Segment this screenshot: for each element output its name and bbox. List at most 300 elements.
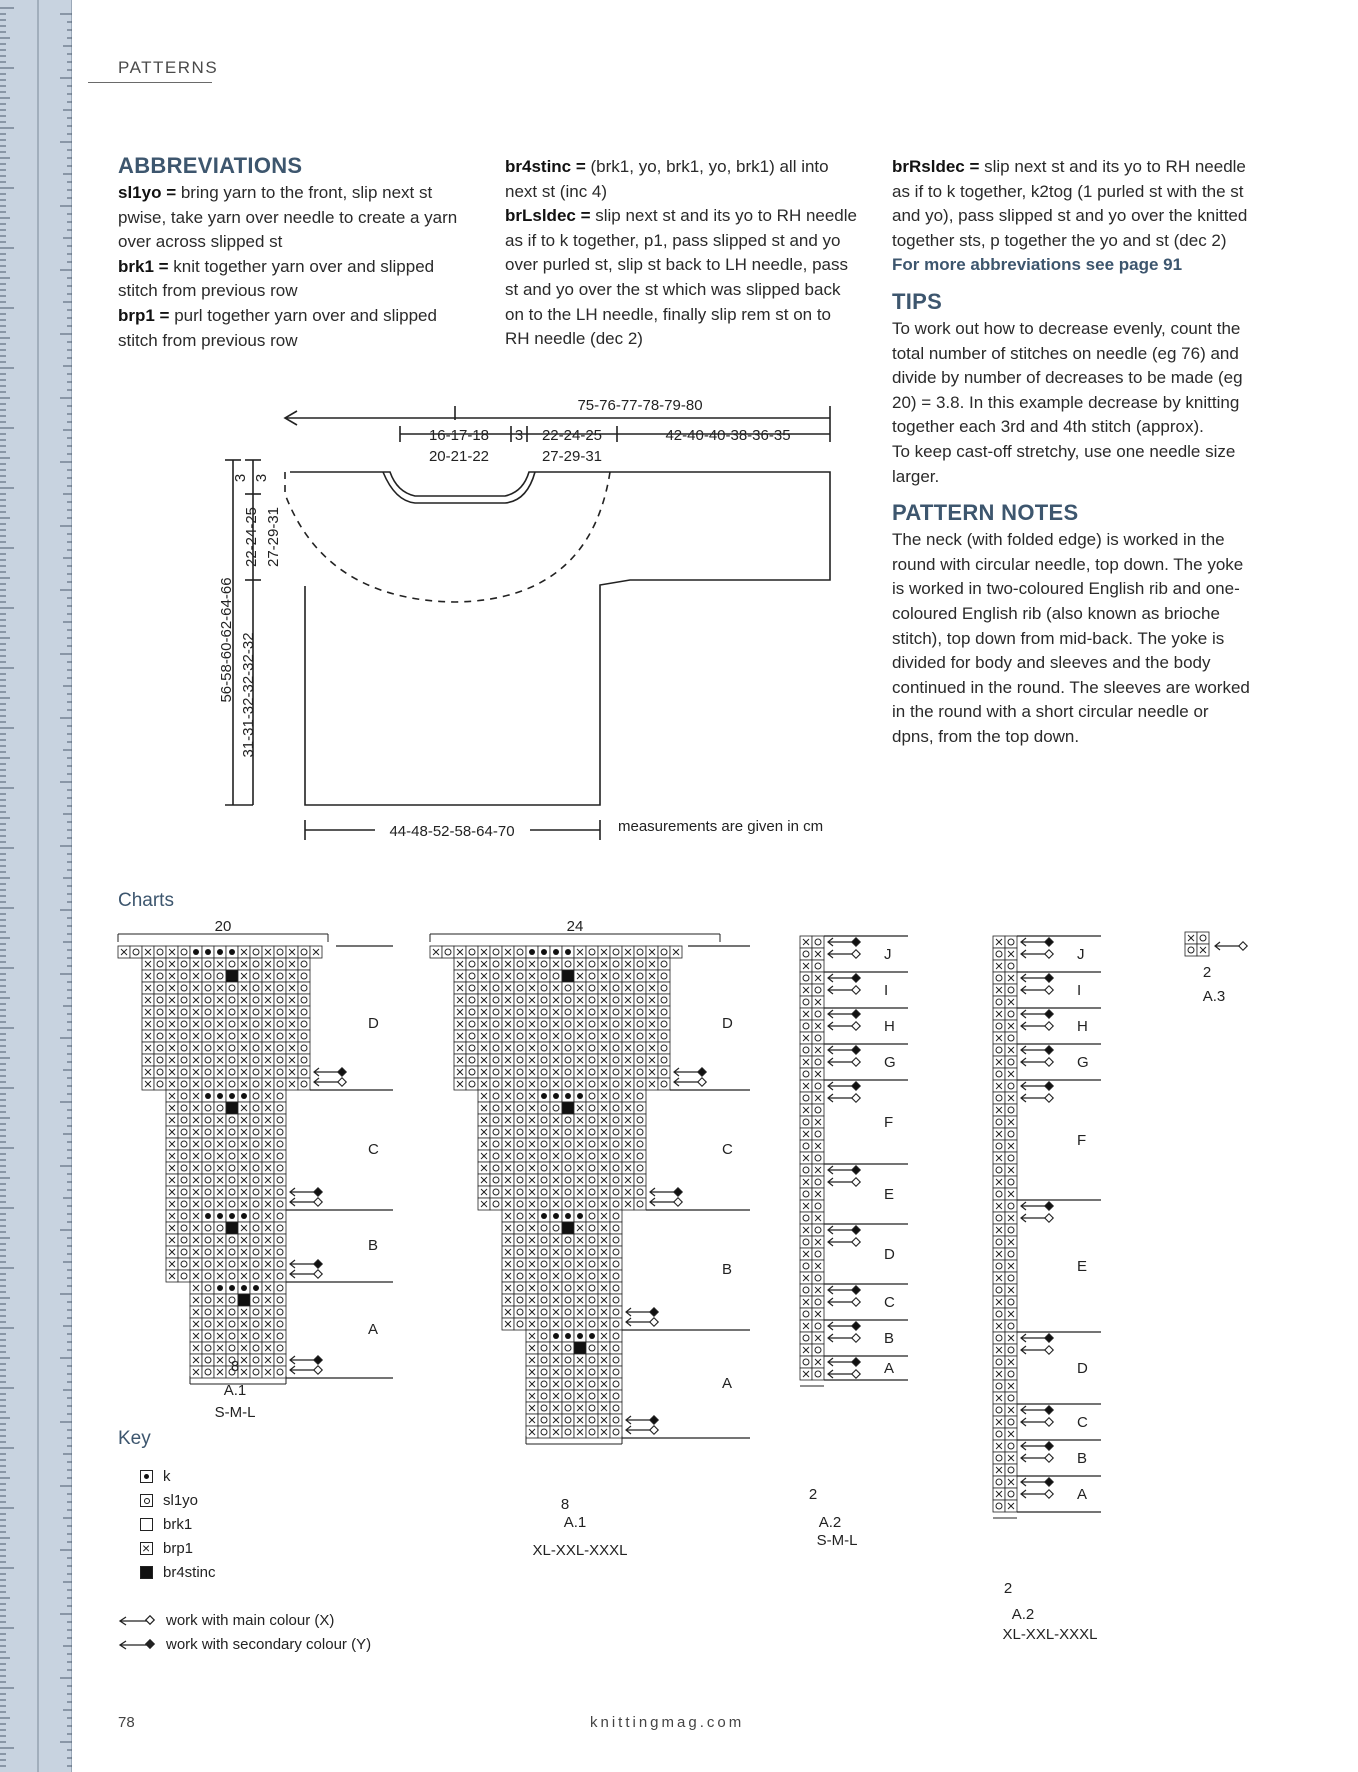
chart-cell — [598, 1330, 610, 1342]
chart-cell — [550, 1054, 562, 1066]
chart-cell — [238, 982, 250, 994]
chart-cell — [250, 1066, 262, 1078]
chart-cell — [238, 1222, 250, 1234]
chart-cell — [586, 1210, 598, 1222]
chart-cell — [586, 1090, 598, 1102]
chart-cell — [478, 946, 490, 958]
chart-cell — [574, 1414, 586, 1426]
chart-cell — [226, 1054, 238, 1066]
chart-section-label: A — [368, 1321, 379, 1338]
chart-cell — [166, 1090, 178, 1102]
chart-cell — [550, 1234, 562, 1246]
chart-cell — [166, 1234, 178, 1246]
chart-cell — [610, 1198, 622, 1210]
chart-cell — [490, 1066, 502, 1078]
chart-cell — [993, 1308, 1005, 1320]
chart-cell — [526, 1114, 538, 1126]
chart-cell — [166, 1030, 178, 1042]
chart-cell — [490, 1078, 502, 1090]
main-colour-arrow-icon — [828, 986, 860, 994]
chart-section-label: E — [884, 1186, 895, 1203]
chart-cell — [514, 1270, 526, 1282]
main-colour-arrow-icon — [1215, 942, 1247, 950]
chart-cell — [812, 936, 824, 948]
chart-cell — [598, 1102, 610, 1114]
main-colour-arrow-icon — [828, 1238, 860, 1246]
top-3a-label: 3 — [232, 473, 249, 483]
chart-cell — [1005, 1332, 1017, 1344]
chart-cell — [190, 1222, 202, 1234]
chart-cell — [574, 1126, 586, 1138]
chart-cell — [562, 1162, 574, 1174]
chart-cell — [598, 1054, 610, 1066]
chart-cell — [514, 1102, 526, 1114]
ruler-ticks — [0, 0, 72, 1772]
chart-cell — [550, 1090, 562, 1102]
main-colour-arrow-icon — [1021, 1022, 1053, 1030]
chart-cell — [466, 970, 478, 982]
chart-cell — [526, 970, 538, 982]
chart-cell — [514, 1282, 526, 1294]
chart-cell — [166, 1114, 178, 1126]
chart-cell — [574, 1390, 586, 1402]
chart-cell — [812, 1020, 824, 1032]
chart-cell — [274, 1198, 286, 1210]
chart-cell — [1005, 1368, 1017, 1380]
chart-cell — [550, 1414, 562, 1426]
chart-cell — [274, 1210, 286, 1222]
chart-a1-large-sizes: XL-XXL-XXXL — [532, 1542, 628, 1559]
main-colour-arrow-icon — [828, 1370, 860, 1378]
chart-cell — [610, 1102, 622, 1114]
chart-cell — [166, 1270, 178, 1282]
increase-symbol-icon — [140, 1566, 153, 1579]
section-rule — [88, 82, 212, 83]
chart-cell — [538, 1378, 550, 1390]
tips-text-2: To keep cast-off stretchy, use one needle size larger. — [892, 441, 1236, 486]
secondary-colour-arrow-icon — [314, 1068, 346, 1076]
chart-section-label: J — [884, 946, 892, 963]
chart-cell — [526, 1138, 538, 1150]
chart-cell — [514, 1294, 526, 1306]
chart-cell — [166, 1186, 178, 1198]
chart-cell — [202, 994, 214, 1006]
chart-cell — [993, 1392, 1005, 1404]
chart-cell — [812, 1104, 824, 1116]
chart-cell — [993, 1068, 1005, 1080]
chart-cell — [538, 1390, 550, 1402]
chart-section-label: E — [1077, 1258, 1088, 1275]
chart-cell — [658, 1030, 670, 1042]
chart-cell — [478, 982, 490, 994]
chart-cell — [298, 1006, 310, 1018]
secondary-colour-arrow-icon — [1021, 1202, 1053, 1210]
chart-cell — [610, 1402, 622, 1414]
chart-cell — [514, 970, 526, 982]
chart-cell — [526, 1342, 538, 1354]
chart-cell — [800, 1272, 812, 1284]
chart-cell — [538, 1162, 550, 1174]
chart-cell — [610, 1090, 622, 1102]
chart-cell — [538, 1294, 550, 1306]
chart-cell — [598, 1162, 610, 1174]
chart-cell — [634, 1186, 646, 1198]
chart-cell — [502, 1210, 514, 1222]
chart-cell — [250, 1090, 262, 1102]
chart-cell — [514, 1246, 526, 1258]
chart-cell — [238, 1138, 250, 1150]
chart-cell — [574, 946, 586, 958]
chart-cell — [166, 1162, 178, 1174]
chart-cell — [538, 1330, 550, 1342]
chart-cell — [812, 1320, 824, 1332]
chart-cell — [250, 1306, 262, 1318]
main-colour-arrow-icon — [828, 1298, 860, 1306]
chart-cell — [166, 1042, 178, 1054]
main-colour-arrow-icon — [1021, 1490, 1053, 1498]
chart-cell — [142, 1042, 154, 1054]
chart-cell — [298, 1054, 310, 1066]
chart-cell — [178, 970, 190, 982]
chart-a2-small-bottom: 2 — [808, 1486, 818, 1503]
secondary-colour-arrow-icon — [118, 1639, 156, 1651]
chart-cell — [514, 1174, 526, 1186]
chart-cell — [800, 1296, 812, 1308]
chart-cell — [514, 1126, 526, 1138]
chart-cell — [478, 1138, 490, 1150]
chart-cell — [610, 1306, 622, 1318]
chart-cell — [202, 982, 214, 994]
chart-cell — [274, 1114, 286, 1126]
chart-cell — [226, 1282, 238, 1294]
secondary-colour-arrow-icon — [828, 938, 860, 946]
chart-cell — [538, 1282, 550, 1294]
chart-cell — [562, 994, 574, 1006]
chart-section-label: A — [884, 1360, 895, 1377]
chart-cell — [250, 1198, 262, 1210]
chart-cell — [262, 1318, 274, 1330]
chart-cell — [993, 1332, 1005, 1344]
chart-cell — [202, 1030, 214, 1042]
chart-cell — [562, 1186, 574, 1198]
chart-cell — [586, 1066, 598, 1078]
main-colour-arrow-icon — [314, 1078, 346, 1086]
chart-cell — [550, 1306, 562, 1318]
main-colour-arrow-icon — [1021, 950, 1053, 958]
chart-cell — [800, 1344, 812, 1356]
chart-cell — [190, 1162, 202, 1174]
abbreviations-heading: ABBREVIATIONS — [118, 153, 303, 178]
abbr-entry: brRsldec = slip next st and its yo to RH needle as if to k together, k2tog (1 purled st with the st and yo), pass slipped st and yo over the knitted together sts, p together the yo and st (dec 2) — [892, 157, 1248, 250]
chart-cell — [502, 1174, 514, 1186]
chart-cell — [466, 994, 478, 1006]
chart-cell — [574, 1294, 586, 1306]
chart-cell — [646, 1078, 658, 1090]
chart-cell — [993, 936, 1005, 948]
chart-cell — [586, 1366, 598, 1378]
chart-cell — [658, 1018, 670, 1030]
chart-cell — [250, 1258, 262, 1270]
chart-cell — [800, 1068, 812, 1080]
chart-cell — [812, 1296, 824, 1308]
chart-cell — [610, 1414, 622, 1426]
chart-cell — [812, 1188, 824, 1200]
chart-cell — [562, 1402, 574, 1414]
abbreviations-column-3 — [892, 155, 1252, 749]
chart-cell — [610, 1258, 622, 1270]
secondary-colour-arrow-icon — [1021, 1442, 1053, 1450]
chart-cell — [490, 946, 502, 958]
body-length-label: 31-31-32-32-32-32 — [240, 632, 257, 758]
chart-cell — [298, 970, 310, 982]
chart-cell — [598, 1378, 610, 1390]
chart-cell — [274, 1318, 286, 1330]
chart-cell — [466, 958, 478, 970]
chart-cell — [800, 1140, 812, 1152]
chart-cell — [598, 1270, 610, 1282]
chart-cell — [226, 1294, 238, 1306]
chart-cell — [598, 1174, 610, 1186]
chart-cell — [286, 946, 298, 958]
chart-section-label: D — [884, 1246, 895, 1263]
chart-cell — [526, 1018, 538, 1030]
chart-cell — [466, 946, 478, 958]
chart-cell — [598, 958, 610, 970]
chart-cell — [646, 958, 658, 970]
chart-cell — [562, 1342, 574, 1354]
chart-section-label: A — [722, 1375, 733, 1392]
chart-cell — [166, 970, 178, 982]
chart-cell — [610, 1174, 622, 1186]
chart-cell — [658, 994, 670, 1006]
chart-cell — [586, 946, 598, 958]
chart-cell — [274, 1006, 286, 1018]
chart-cell — [502, 958, 514, 970]
chart-cell — [622, 1030, 634, 1042]
brioche-knit-symbol-icon — [140, 1518, 153, 1531]
chart-cell — [993, 1356, 1005, 1368]
chart-cell — [214, 1006, 226, 1018]
chart-cell — [800, 1104, 812, 1116]
chart-cell — [142, 1030, 154, 1042]
chart-cell — [586, 1078, 598, 1090]
chart-cell — [586, 1162, 598, 1174]
chart-cell — [646, 970, 658, 982]
chart-cell — [274, 1018, 286, 1030]
chart-cell — [598, 1138, 610, 1150]
chart-cell — [586, 1042, 598, 1054]
chart-cell — [154, 1054, 166, 1066]
chart-cell — [598, 1294, 610, 1306]
chart-cell — [598, 1246, 610, 1258]
chart-cell — [634, 1126, 646, 1138]
chart-cell — [1197, 944, 1209, 956]
chart-cell — [526, 1102, 538, 1114]
chart-cell — [262, 982, 274, 994]
chart-cell — [430, 946, 442, 958]
site-url: knittingmag.com — [590, 1714, 745, 1731]
chart-cell — [190, 1342, 202, 1354]
chart-cell — [310, 946, 322, 958]
chart-cell — [502, 970, 514, 982]
chart-cell — [550, 1006, 562, 1018]
knit-symbol-icon — [140, 1470, 153, 1483]
chart-cell — [166, 1222, 178, 1234]
chart-cell — [238, 1114, 250, 1126]
chart-cell — [574, 1378, 586, 1390]
chart-cell — [800, 1320, 812, 1332]
chart-cell — [562, 1426, 574, 1438]
chart-cell — [538, 1114, 550, 1126]
chart-cell — [262, 1054, 274, 1066]
chart-cell — [250, 970, 262, 982]
chart-section-label: B — [722, 1261, 733, 1278]
chart-cell — [262, 1066, 274, 1078]
chart-cell — [526, 1282, 538, 1294]
chart-cell — [550, 982, 562, 994]
chart-cell — [502, 1006, 514, 1018]
chart-cell — [202, 1198, 214, 1210]
chart-section-label: H — [1077, 1018, 1088, 1035]
chart-cell — [812, 1044, 824, 1056]
chart-cell — [262, 1030, 274, 1042]
chart-cell — [514, 1318, 526, 1330]
chart-cell — [214, 1198, 226, 1210]
chart-cell — [250, 1162, 262, 1174]
secondary-colour-arrow-icon — [828, 1322, 860, 1330]
chart-cell — [202, 1042, 214, 1054]
total-length-label: 56-58-60-62-64-66 — [218, 577, 235, 703]
chart-section-label: F — [1077, 1132, 1087, 1149]
chart-cell — [993, 1188, 1005, 1200]
chart-cell — [550, 958, 562, 970]
chart-cell — [550, 1282, 562, 1294]
chart-cell — [1005, 1404, 1017, 1416]
chart-cell — [478, 1102, 490, 1114]
chart-cell — [574, 1018, 586, 1030]
chart-cell — [800, 1308, 812, 1320]
chart-cell — [274, 1174, 286, 1186]
secondary-colour-arrow-icon — [1021, 1082, 1053, 1090]
chart-a2-large-sizes: XL-XXL-XXXL — [1002, 1626, 1098, 1643]
chart-cell — [202, 1126, 214, 1138]
chart-cell — [622, 1138, 634, 1150]
chart-cell — [562, 1138, 574, 1150]
chart-cell — [226, 1330, 238, 1342]
chart-cell — [800, 1284, 812, 1296]
chart-cell — [202, 958, 214, 970]
chart-cell — [274, 1270, 286, 1282]
chart-cell — [190, 994, 202, 1006]
chart-cell — [142, 1078, 154, 1090]
main-colour-arrow-icon — [828, 1178, 860, 1186]
chart-cell — [1197, 932, 1209, 944]
chart-cell — [226, 1234, 238, 1246]
chart-cell — [538, 994, 550, 1006]
chart-cell — [812, 1236, 824, 1248]
chart-cell — [178, 1150, 190, 1162]
chart-cell — [586, 1354, 598, 1366]
chart-cell — [562, 1222, 574, 1234]
chart-cell — [178, 1030, 190, 1042]
chart-cell — [1005, 1236, 1017, 1248]
chart-cell — [226, 1090, 238, 1102]
secondary-colour-arrow-icon — [828, 1358, 860, 1366]
chart-cell — [550, 1222, 562, 1234]
chart-cell — [202, 1078, 214, 1090]
chart-cell — [490, 982, 502, 994]
chart-cell — [274, 946, 286, 958]
chart-cell — [190, 946, 202, 958]
chart-cell — [562, 1354, 574, 1366]
chart-cell — [586, 1222, 598, 1234]
abbreviations-column-2 — [505, 155, 860, 352]
chart-cell — [993, 1056, 1005, 1068]
chart-cell — [178, 1162, 190, 1174]
chart-cell — [238, 1066, 250, 1078]
chart-a1-s-m-l — [118, 918, 408, 1380]
chart-cell — [646, 1054, 658, 1066]
chart-cell — [274, 1126, 286, 1138]
chart-cell — [574, 1258, 586, 1270]
chart-cell — [178, 1198, 190, 1210]
chart-cell — [538, 1018, 550, 1030]
chart-cell — [598, 1210, 610, 1222]
chart-cell — [202, 970, 214, 982]
chart-cell — [250, 1210, 262, 1222]
chart-cell — [250, 1150, 262, 1162]
chart-cell — [598, 946, 610, 958]
chart-cell — [202, 1162, 214, 1174]
total-width-label: 75-76-77-78-79-80 — [577, 397, 703, 414]
chart-cell — [993, 1236, 1005, 1248]
chart-cell — [190, 1138, 202, 1150]
chart-cell — [178, 1174, 190, 1186]
chart-cell — [610, 1210, 622, 1222]
secondary-colour-arrow-icon — [650, 1188, 682, 1196]
chart-cell — [226, 1126, 238, 1138]
chart-cell — [166, 1126, 178, 1138]
chart-cell — [586, 1318, 598, 1330]
chart-cell — [550, 1330, 562, 1342]
chart-cell — [1005, 1224, 1017, 1236]
chart-cell — [610, 1246, 622, 1258]
chart-cell — [214, 1318, 226, 1330]
chart-cell — [490, 1198, 502, 1210]
main-colour-arrow-icon — [290, 1198, 322, 1206]
chart-cell — [466, 1042, 478, 1054]
chart-cell — [238, 1318, 250, 1330]
chart-cell — [646, 1018, 658, 1030]
chart-cell — [250, 1114, 262, 1126]
chart-cell — [514, 1222, 526, 1234]
yoke-depth-a-label: 22-24-25 — [243, 506, 260, 568]
chart-cell — [514, 982, 526, 994]
chart-a1-large-bottom: 8 — [560, 1496, 570, 1513]
chart-cell — [1005, 1452, 1017, 1464]
measuring-ruler — [0, 0, 72, 1772]
chart-cell — [298, 946, 310, 958]
more-abbreviations-link[interactable]: For more abbreviations see page 91 — [892, 255, 1183, 275]
chart-cell — [812, 1008, 824, 1020]
chart-cell — [610, 1042, 622, 1054]
chart-cell — [502, 1162, 514, 1174]
chart-cell — [250, 1054, 262, 1066]
chart-cell — [118, 946, 130, 958]
chart-cell — [562, 1174, 574, 1186]
chart-cell — [250, 1186, 262, 1198]
chart-cell — [502, 1198, 514, 1210]
